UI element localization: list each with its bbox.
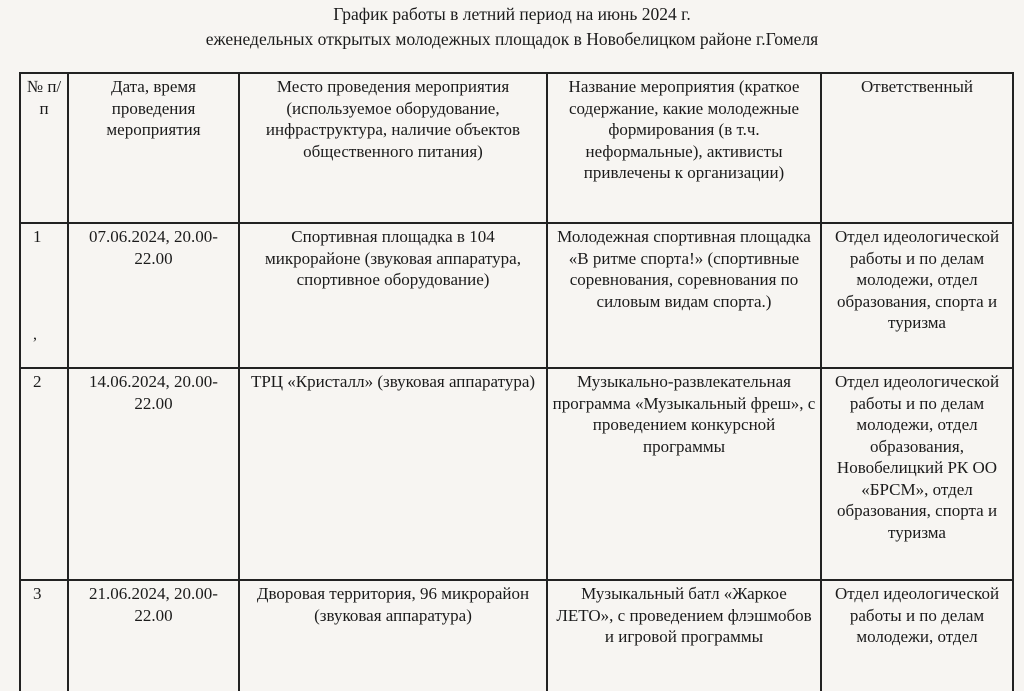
header-event: Название мероприятия (краткое содержание, какие молодежные формирования (в т.ч. неформальные), активисты привлечены к организации): [547, 73, 821, 223]
row-place: Спортивная площадка в 104 микрорайоне (звуковая аппаратура, спортивное оборудование): [239, 223, 547, 368]
title-line-2: еженедельных открытых молодежных площадок в Новобелицком районе г.Гомеля: [205, 29, 819, 49]
row-event: Музыкальный батл «Жаркое ЛЕТО», с проведением флэшмобов и игровой программы: [547, 580, 821, 691]
row-number: 3: [20, 580, 68, 691]
row-event: Молодежная спортивная площадка «В ритме спорта!» (спортивные соревнования, соревнования по силовым видам спорта.): [547, 223, 821, 368]
header-place: Место проведения мероприятия (используемое оборудование, инфраструктура, наличие объектов общественного питания): [239, 73, 547, 223]
row-responsible: Отдел идеологической работы и по делам молодежи, отдел образования, спорта и туризма: [821, 223, 1013, 368]
header-date: Дата, время проведения мероприятия: [68, 73, 239, 223]
table-header-row: [20, 73, 1013, 223]
schedule-table: [19, 72, 1014, 691]
table-row: [20, 223, 1013, 368]
row-place: Дворовая территория, 96 микрорайон (звуковая аппаратура): [239, 580, 547, 691]
schedule-table-wrapper: [19, 72, 1012, 691]
header-responsible: Ответственный: [821, 73, 1013, 223]
row-number: 2: [20, 368, 68, 580]
row-responsible: Отдел идеологической работы и по делам молодежи, отдел: [821, 580, 1013, 691]
table-row: [20, 368, 1013, 580]
row-number: 1: [20, 223, 68, 368]
row-event: Музыкально-развлекательная программа «Музыкальный фреш», с проведением конкурсной программы: [547, 368, 821, 580]
row-place: ТРЦ «Кристалл» (звуковая аппаратура): [239, 368, 547, 580]
title-line-1: График работы в летний период на июнь 2024 г.: [333, 4, 691, 24]
row-date: 21.06.2024, 20.00-22.00: [68, 580, 239, 691]
stray-comma-mark: ,: [33, 326, 37, 343]
row-date: 07.06.2024, 20.00-22.00: [68, 223, 239, 368]
row-responsible: Отдел идеологической работы и по делам молодежи, отдел образования, Новобелицкий РК ОО «БРСМ», отдел образования, спорта и туризма: [821, 368, 1013, 580]
header-number: № п/п: [20, 73, 68, 223]
table-row: [20, 580, 1013, 691]
document-title: [0, 2, 1024, 52]
row-date: 14.06.2024, 20.00-22.00: [68, 368, 239, 580]
